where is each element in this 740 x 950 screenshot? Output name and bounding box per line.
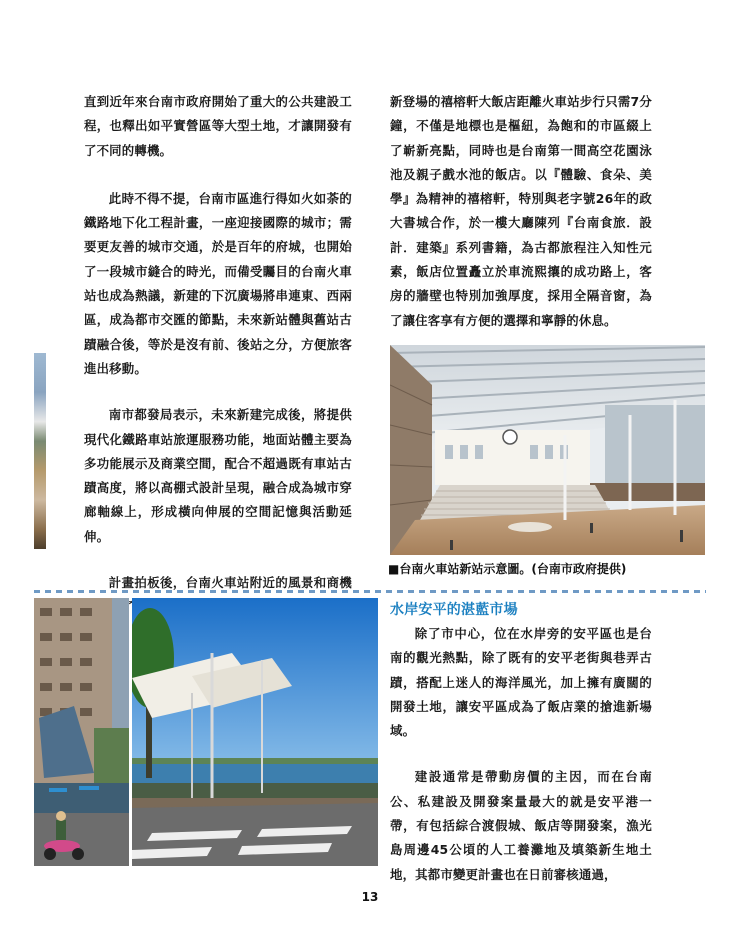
paragraph-anping-development: 建設通常是帶動房價的主因，而在台南公、私建設及開發案量最大的就是安平港一帶，有包括綜合渡假城、飯店等開發案，漁光島周邊45公頃的人工養灘地及填築新生地土地，其都市變更計畫也在日前審核通過， (390, 769, 652, 882)
edge-photo-strip (34, 353, 46, 549)
photo-caption: ■台南火車站新站示意圖。(台南市政府提供) (388, 562, 627, 576)
paragraph-business: 計畫拍板後，台南火車站附近的風景和商機 (108, 575, 352, 591)
left-text-column (84, 90, 352, 620)
section-divider (34, 590, 706, 593)
paragraph-anping: 除了市中心，位在水岸旁的安平區也是台南的觀光熱點，除了既有的安平老街與巷弄古蹟，搭配上迷人的海洋風光，加上擁有廣闊的開發土地，讓安平區成為了飯店業的搶進新場域。 (390, 626, 652, 739)
paragraph-railway: 此時不得不提，台南市區進行得如火如荼的鐵路地下化工程計畫，一座迎接國際的城市；需要更友善的城市交通，於是百年的府城，也開始了一段城市縫合的時光，而備受矚目的台南火車站也成為熱議，新建的下沉廣場將串連東、西兩區，成為都市交匯的節點，未來新站體與舊站古蹟融合後，等於是沒有前、後站之分，方便旅客進出移動。 (84, 190, 352, 376)
right-text-column (390, 90, 652, 333)
paragraph-urban-bureau: 南市都發局表示，未來新建完成後，將提供現代化鐵路車站旅運服務功能，地面站體主要為多功能展示及商業空間，配合不超過既有車站古蹟高度，將以高棚式設計呈現，融合成為城市穿廊軸線上，形成橫向伸展的空間記憶與活動延伸。 (84, 407, 352, 544)
station-rendering-photo (390, 345, 705, 555)
section-heading: 水岸安平的湛藍市場 (390, 602, 518, 618)
anping-buildings-photo (34, 598, 129, 866)
anping-section (390, 598, 652, 887)
paragraph-rebirth: 直到近年來台南市政府開始了重大的公共建設工程，也釋出如平實營區等大型土地，才讓開發有了不同的轉機。 (84, 94, 352, 158)
paragraph-hotel: 新登場的禧榕軒大飯店距離火車站步行只需7分鐘，不僅是地標也是樞紐，為飽和的市區綴上了嶄新亮點，同時也是台南第一間高空花園泳池及親子戲水池的飯店。以『體驗、食朵、美學』為精神的禧榕軒，特別與老字號26年的政大書城合作，於一樓大廳陳列『台南食旅．設計．建築』系列書籍，為古都旅程注入知性元素，飯店位置矗立於車流熙攘的成功路上，客房的牆壁也特別加強厚度，採用全隔音窗，為了讓住客享有方便的選擇和寧靜的休息。 (390, 94, 652, 328)
anping-harbor-photo (132, 598, 378, 866)
page-number: 13 (361, 890, 379, 904)
